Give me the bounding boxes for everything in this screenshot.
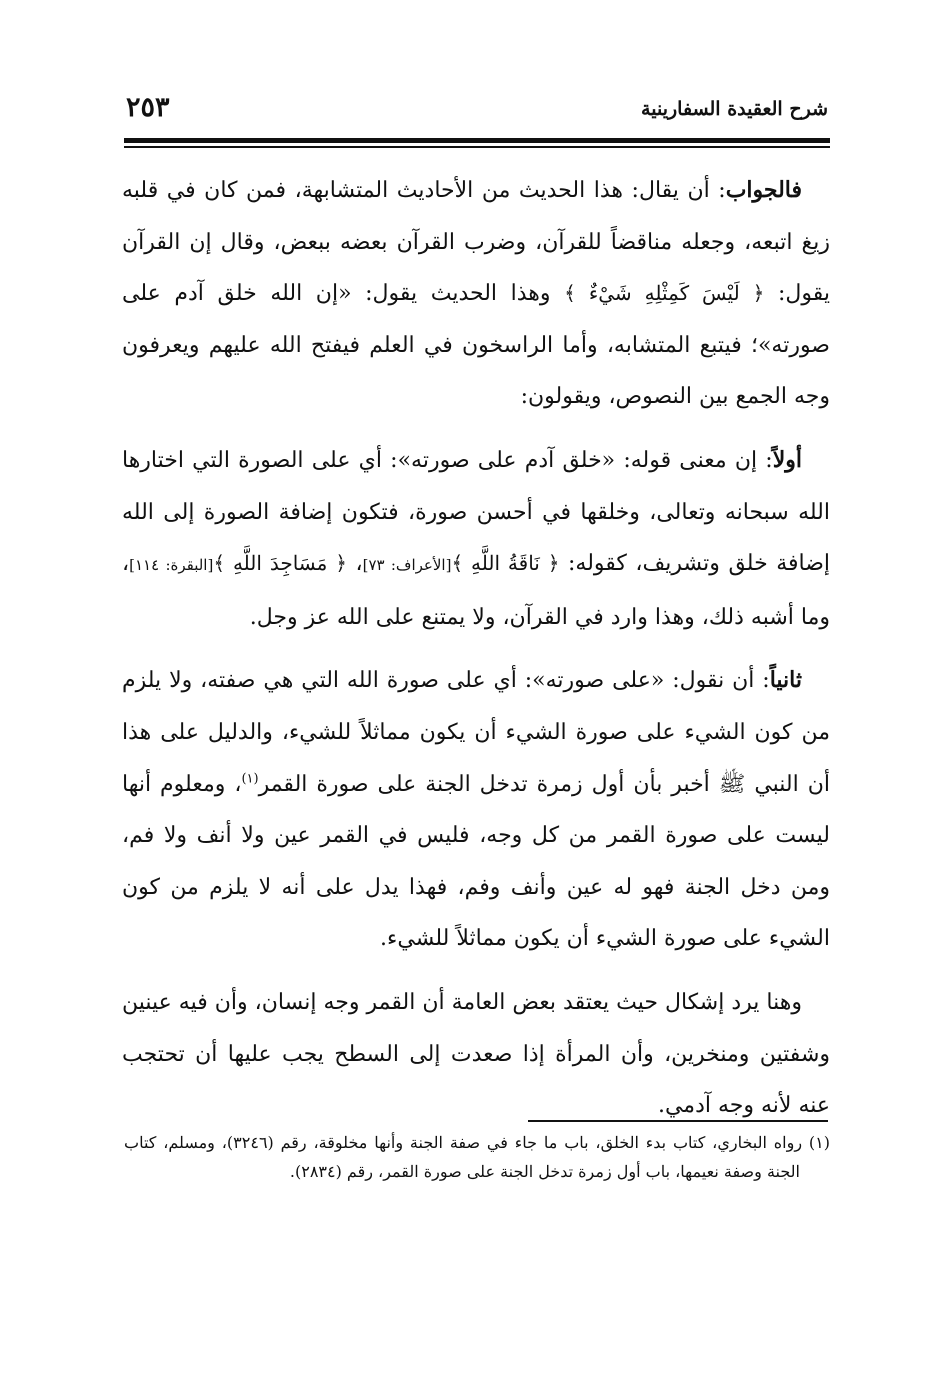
text-run: : أن يقال: هذا الحديث من الأحاديث المتشابهة، فمن كان في قلبه زيغ اتبعه، وجعله مناقضاً للقرآن، وضرب القرآن بعضه ببعض، وقال إن القرآن يقول:: [122, 178, 830, 307]
text-run: ، ومعلوم أنها ليست على صورة القمر من كل وجه، فليس في القمر عين ولا أنف ولا فم، ومن دخل الجنة فهو له عين وأنف وفم، فهذا يدل على أنه لا يلزم من كون الشيء على صورة الشيء أن يكون مماثلاً للشيء.: [122, 771, 830, 952]
paragraph-second: [122, 655, 830, 965]
quran-verse: ﴿ مَسَاجِدَ اللَّهِ ﴾: [213, 551, 347, 576]
footnote-separator: [528, 1120, 828, 1122]
page-header: [124, 92, 828, 136]
footnote-marker[interactable]: (١): [241, 771, 259, 787]
paragraph-answer: [122, 165, 830, 423]
lead-word: ثانياً: [769, 667, 802, 694]
verse-reference: [الأعراف: ٧٣]: [362, 556, 452, 575]
quran-verse: ﴿ نَاقَةُ اللَّهِ ﴾: [451, 551, 560, 576]
main-text: [122, 165, 830, 1132]
verse-reference: [البقرة: ١١٤]: [129, 556, 214, 575]
text-run: ، وما أشبه ذلك، وهذا وارد في القرآن، ولا يمتنع على الله عز وجل.: [122, 551, 830, 630]
lead-word: أولاً: [772, 446, 802, 473]
text-run: : إن معنى قوله: «خلق آدم على صورته»: أي على الصورة التي اختارها الله سبحانه وتعالى، وخلقها في أحسن صورة، فتكون إضافة الصورة إلى الله إضافة خلق وتشريف، كقوله:: [122, 447, 831, 577]
running-title: شرح العقيدة السفارينية: [641, 98, 828, 120]
header-rule-thin: [124, 146, 830, 148]
text-run: : أن نقول: «على صورته»: أي على صورة الله التي هي صفته، ولا يلزم من كون الشيء على صورة الشيء أن يكون مماثلاً للشيء، والدليل على هذا أن النبي ﷺ أخبر بأن أول زمرة تدخل الجنة على صورة القمر: [122, 668, 830, 797]
paragraph-first: [122, 435, 830, 643]
header-rule-thick: [124, 138, 830, 143]
footnotes: [124, 1128, 830, 1186]
lead-word: فالجواب: [725, 177, 802, 203]
quran-verse: ﴿ لَيْسَ كَمِثْلِهِ شَيْءٌ ﴾: [564, 281, 765, 306]
text-run: وهذا الحديث يقول: «إن الله خلق آدم على صورته»؛ فيتبع المتشابه، وأما الراسخون في العلم فيفتح الله عليهم ويعرفون وجه الجمع بين النصوص، ويقولون:: [122, 281, 830, 410]
footnote-1: (١) رواه البخاري، كتاب بدء الخلق، باب ما جاء في صفة الجنة وأنها مخلوقة، رقم (٣٢٤٦)، ومسلم، كتاب الجنة وصفة نعيمها، باب أول زمرة تدخل الجنة على صورة القمر، رقم (٢٨٣٤).: [124, 1133, 831, 1181]
text-run: ،: [346, 551, 363, 577]
page-number: ٢٥٣: [126, 92, 170, 123]
paragraph-issue: وهنا يرد إشكال حيث يعتقد بعض العامة أن القمر وجه إنسان، وأن فيه عينين وشفتين ومنخرين، وأن المرأة إذا صعدت إلى السطح يجب عليها أن تحتجب عنه لأنه وجه آدمي.: [122, 989, 830, 1119]
